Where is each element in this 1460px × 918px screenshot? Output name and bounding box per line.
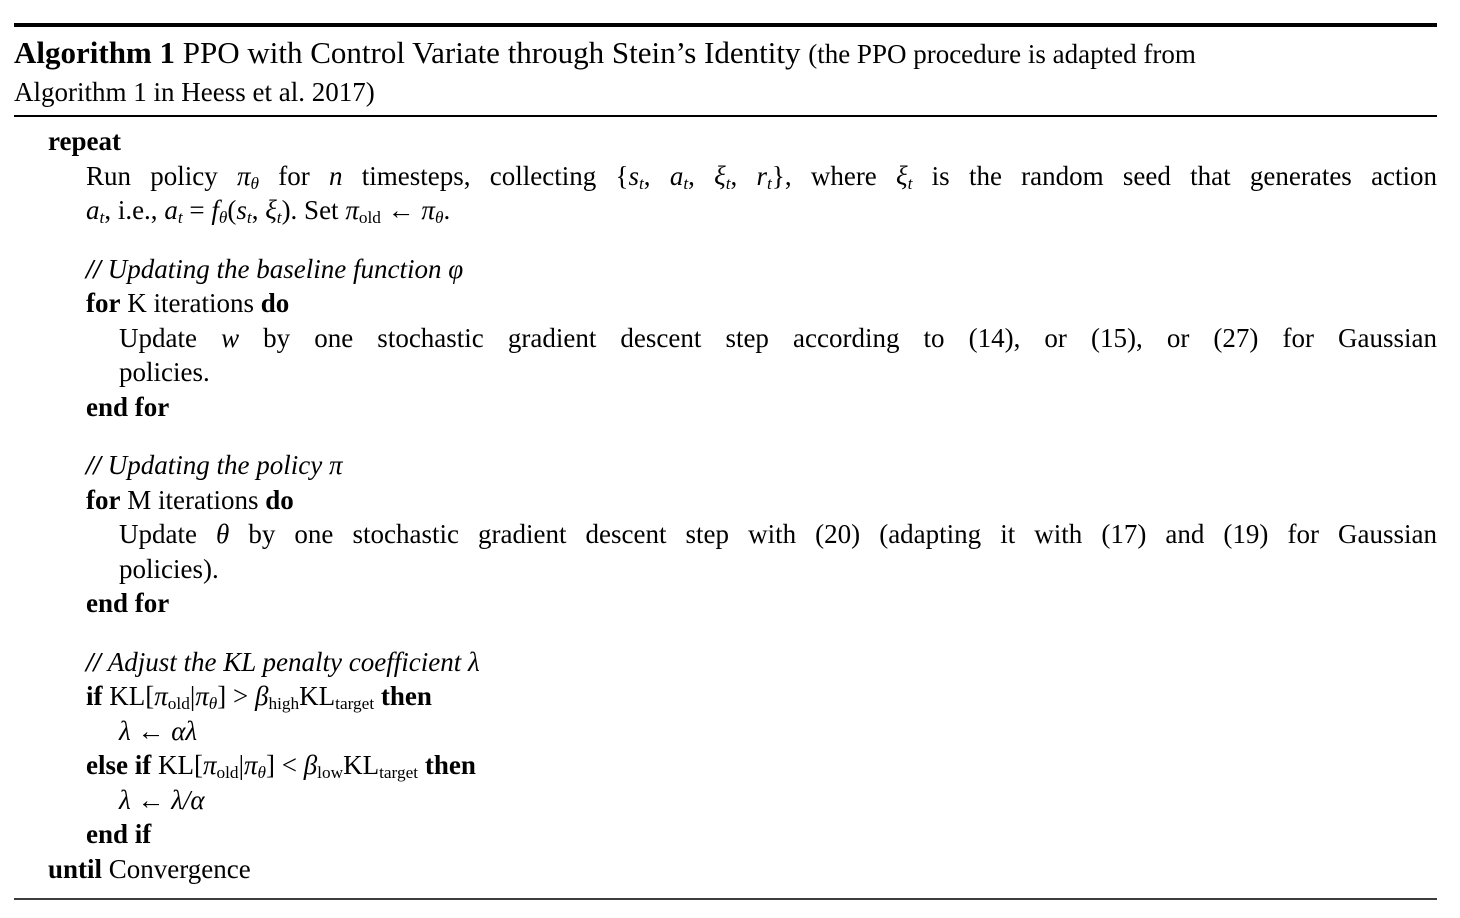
- text-segment: a: [669, 160, 684, 191]
- text-segment: by one stochastic gradient descent step with (20) (adapting it with (17) and (19) for Gaussian: [229, 519, 1438, 549]
- text-segment: policies.: [119, 357, 210, 387]
- algorithm-line: [14, 390, 1437, 425]
- text-segment: }: [771, 160, 785, 191]
- text-segment: ,: [688, 160, 715, 191]
- algorithm-title: PPO with Control Variate through Stein’s Identity: [182, 35, 801, 70]
- algorithm-line: [14, 645, 1437, 680]
- algorithm-line: [14, 817, 1437, 852]
- text-segment: [374, 681, 381, 711]
- text-segment: Run policy: [86, 160, 238, 191]
- algorithm-note-close: Algorithm 1 in Heess et al. 2017): [14, 77, 375, 107]
- math-subscript: old: [216, 762, 239, 782]
- text-segment: r: [756, 160, 768, 191]
- text-segment: Updating the policy π: [107, 450, 343, 480]
- text-segment: f: [211, 195, 219, 225]
- algorithm-line: [14, 321, 1437, 356]
- algorithm-line: [14, 586, 1437, 621]
- text-segment: ] <: [266, 750, 304, 780]
- text-segment: if: [86, 681, 103, 711]
- text-segment: n: [329, 160, 343, 191]
- algorithm-line: [14, 483, 1437, 518]
- algorithm-note-open: (the PPO procedure is adapted from: [808, 39, 1196, 69]
- text-segment: , i.e.,: [104, 195, 165, 225]
- text-segment: |: [238, 750, 244, 780]
- algorithm-line: [14, 159, 1437, 194]
- text-segment: by one stochastic gradient descent step according to (14), or (15), or (27) for Gaussian: [239, 322, 1438, 353]
- text-segment: λ: [119, 784, 131, 815]
- text-segment: π: [202, 750, 217, 780]
- text-segment: [418, 750, 425, 780]
- text-segment: λ/α: [171, 784, 205, 815]
- math-subscript: high: [268, 693, 300, 713]
- math-subscript: t: [907, 173, 913, 193]
- text-segment: θ: [216, 519, 230, 549]
- text-segment: β: [303, 750, 318, 780]
- math-subscript: old: [358, 207, 381, 227]
- math-subscript: t: [276, 207, 282, 227]
- text-segment: KL[: [151, 750, 203, 780]
- text-segment: ←: [130, 784, 172, 815]
- text-segment: ,: [643, 160, 670, 191]
- math-subscript: θ: [434, 207, 444, 227]
- algorithm-line: [14, 124, 1437, 159]
- text-segment: for: [86, 484, 121, 515]
- text-segment: Updating the baseline function φ: [107, 253, 464, 284]
- text-segment: a: [86, 195, 100, 225]
- text-segment: ,: [251, 195, 266, 225]
- algorithm-line: [14, 448, 1437, 483]
- math-subscript: θ: [250, 173, 260, 193]
- text-segment: until: [48, 853, 103, 884]
- algorithm-line: [14, 679, 1437, 714]
- text-segment: then: [424, 750, 476, 780]
- algorithm-line: [14, 852, 1437, 887]
- text-segment: ξ: [714, 160, 726, 191]
- algorithm-line: [14, 552, 1437, 587]
- text-segment: β: [254, 681, 269, 711]
- text-segment: a: [164, 195, 178, 225]
- math-subscript: target: [379, 762, 419, 782]
- text-segment: KL: [299, 681, 336, 711]
- math-subscript: t: [99, 207, 105, 227]
- text-segment: λ: [119, 715, 131, 746]
- text-segment: π: [237, 160, 251, 191]
- text-segment: is the random seed that generates action: [912, 160, 1438, 191]
- text-segment: //: [86, 450, 108, 480]
- text-segment: KL: [343, 750, 380, 780]
- math-subscript: t: [177, 207, 183, 227]
- text-segment: {: [615, 160, 629, 191]
- text-segment: end if: [86, 819, 152, 849]
- math-subscript: t: [725, 173, 731, 193]
- text-segment: s: [236, 195, 247, 225]
- text-segment: s: [628, 160, 639, 191]
- text-segment: ξ: [265, 195, 277, 225]
- text-segment: else if: [86, 750, 152, 780]
- text-segment: w: [221, 322, 240, 353]
- text-segment: for: [259, 160, 330, 191]
- math-subscript: low: [317, 762, 344, 782]
- math-subscript: θ: [218, 207, 228, 227]
- text-segment: do: [265, 484, 294, 515]
- text-segment: then: [380, 681, 432, 711]
- text-segment: π: [243, 750, 258, 780]
- text-segment: timesteps, collecting: [342, 160, 616, 191]
- text-segment: , where: [784, 160, 897, 191]
- text-segment: //: [86, 253, 108, 284]
- algorithm-caption: [14, 27, 1437, 115]
- text-segment: Convergence: [102, 853, 251, 884]
- text-segment: for: [86, 288, 121, 318]
- math-subscript: t: [767, 173, 772, 193]
- text-segment: Update: [119, 519, 217, 549]
- text-segment: π: [421, 195, 435, 225]
- algorithm-line: [14, 355, 1437, 390]
- text-segment: M iterations: [120, 484, 266, 515]
- text-segment: do: [260, 288, 290, 318]
- text-segment: π: [195, 681, 209, 711]
- algorithm-line: [14, 748, 1437, 783]
- text-segment: =: [182, 195, 212, 225]
- math-subscript: t: [683, 173, 689, 193]
- text-segment: (: [227, 195, 237, 225]
- bottom-rule: [14, 898, 1437, 900]
- algorithm-line: [14, 252, 1437, 287]
- math-subscript: old: [167, 693, 190, 713]
- algorithm-line: [14, 286, 1437, 321]
- text-segment: .: [443, 195, 451, 225]
- text-segment: π: [345, 195, 359, 225]
- text-segment: ). Set: [281, 195, 346, 225]
- text-segment: |: [189, 681, 196, 711]
- text-segment: ] >: [217, 681, 255, 711]
- algorithm-line: [14, 714, 1437, 749]
- algorithm-line: [14, 783, 1437, 818]
- text-segment: policies).: [119, 553, 219, 584]
- math-subscript: t: [246, 207, 252, 227]
- text-segment: ξ: [896, 160, 908, 191]
- text-segment: KL[: [102, 681, 155, 711]
- text-segment: ←: [380, 195, 422, 225]
- text-segment: K iterations: [120, 288, 261, 318]
- text-segment: //: [86, 646, 108, 677]
- algorithm-label: Algorithm 1: [14, 35, 176, 70]
- math-subscript: target: [335, 693, 375, 713]
- text-segment: end for: [86, 588, 170, 618]
- algorithm-line: [14, 193, 1437, 228]
- math-subscript: t: [638, 173, 644, 193]
- text-segment: Update: [119, 322, 222, 353]
- text-segment: repeat: [48, 126, 121, 156]
- text-segment: π: [154, 681, 168, 711]
- algorithm-body: [14, 117, 1437, 898]
- text-segment: ←: [130, 715, 172, 746]
- algorithm-line: [14, 517, 1437, 552]
- math-subscript: θ: [208, 693, 218, 713]
- math-subscript: θ: [257, 762, 266, 782]
- text-segment: Adjust the KL penalty coefficient λ: [107, 646, 480, 677]
- text-segment: ,: [730, 160, 757, 191]
- text-segment: end for: [86, 391, 170, 422]
- text-segment: αλ: [171, 715, 198, 746]
